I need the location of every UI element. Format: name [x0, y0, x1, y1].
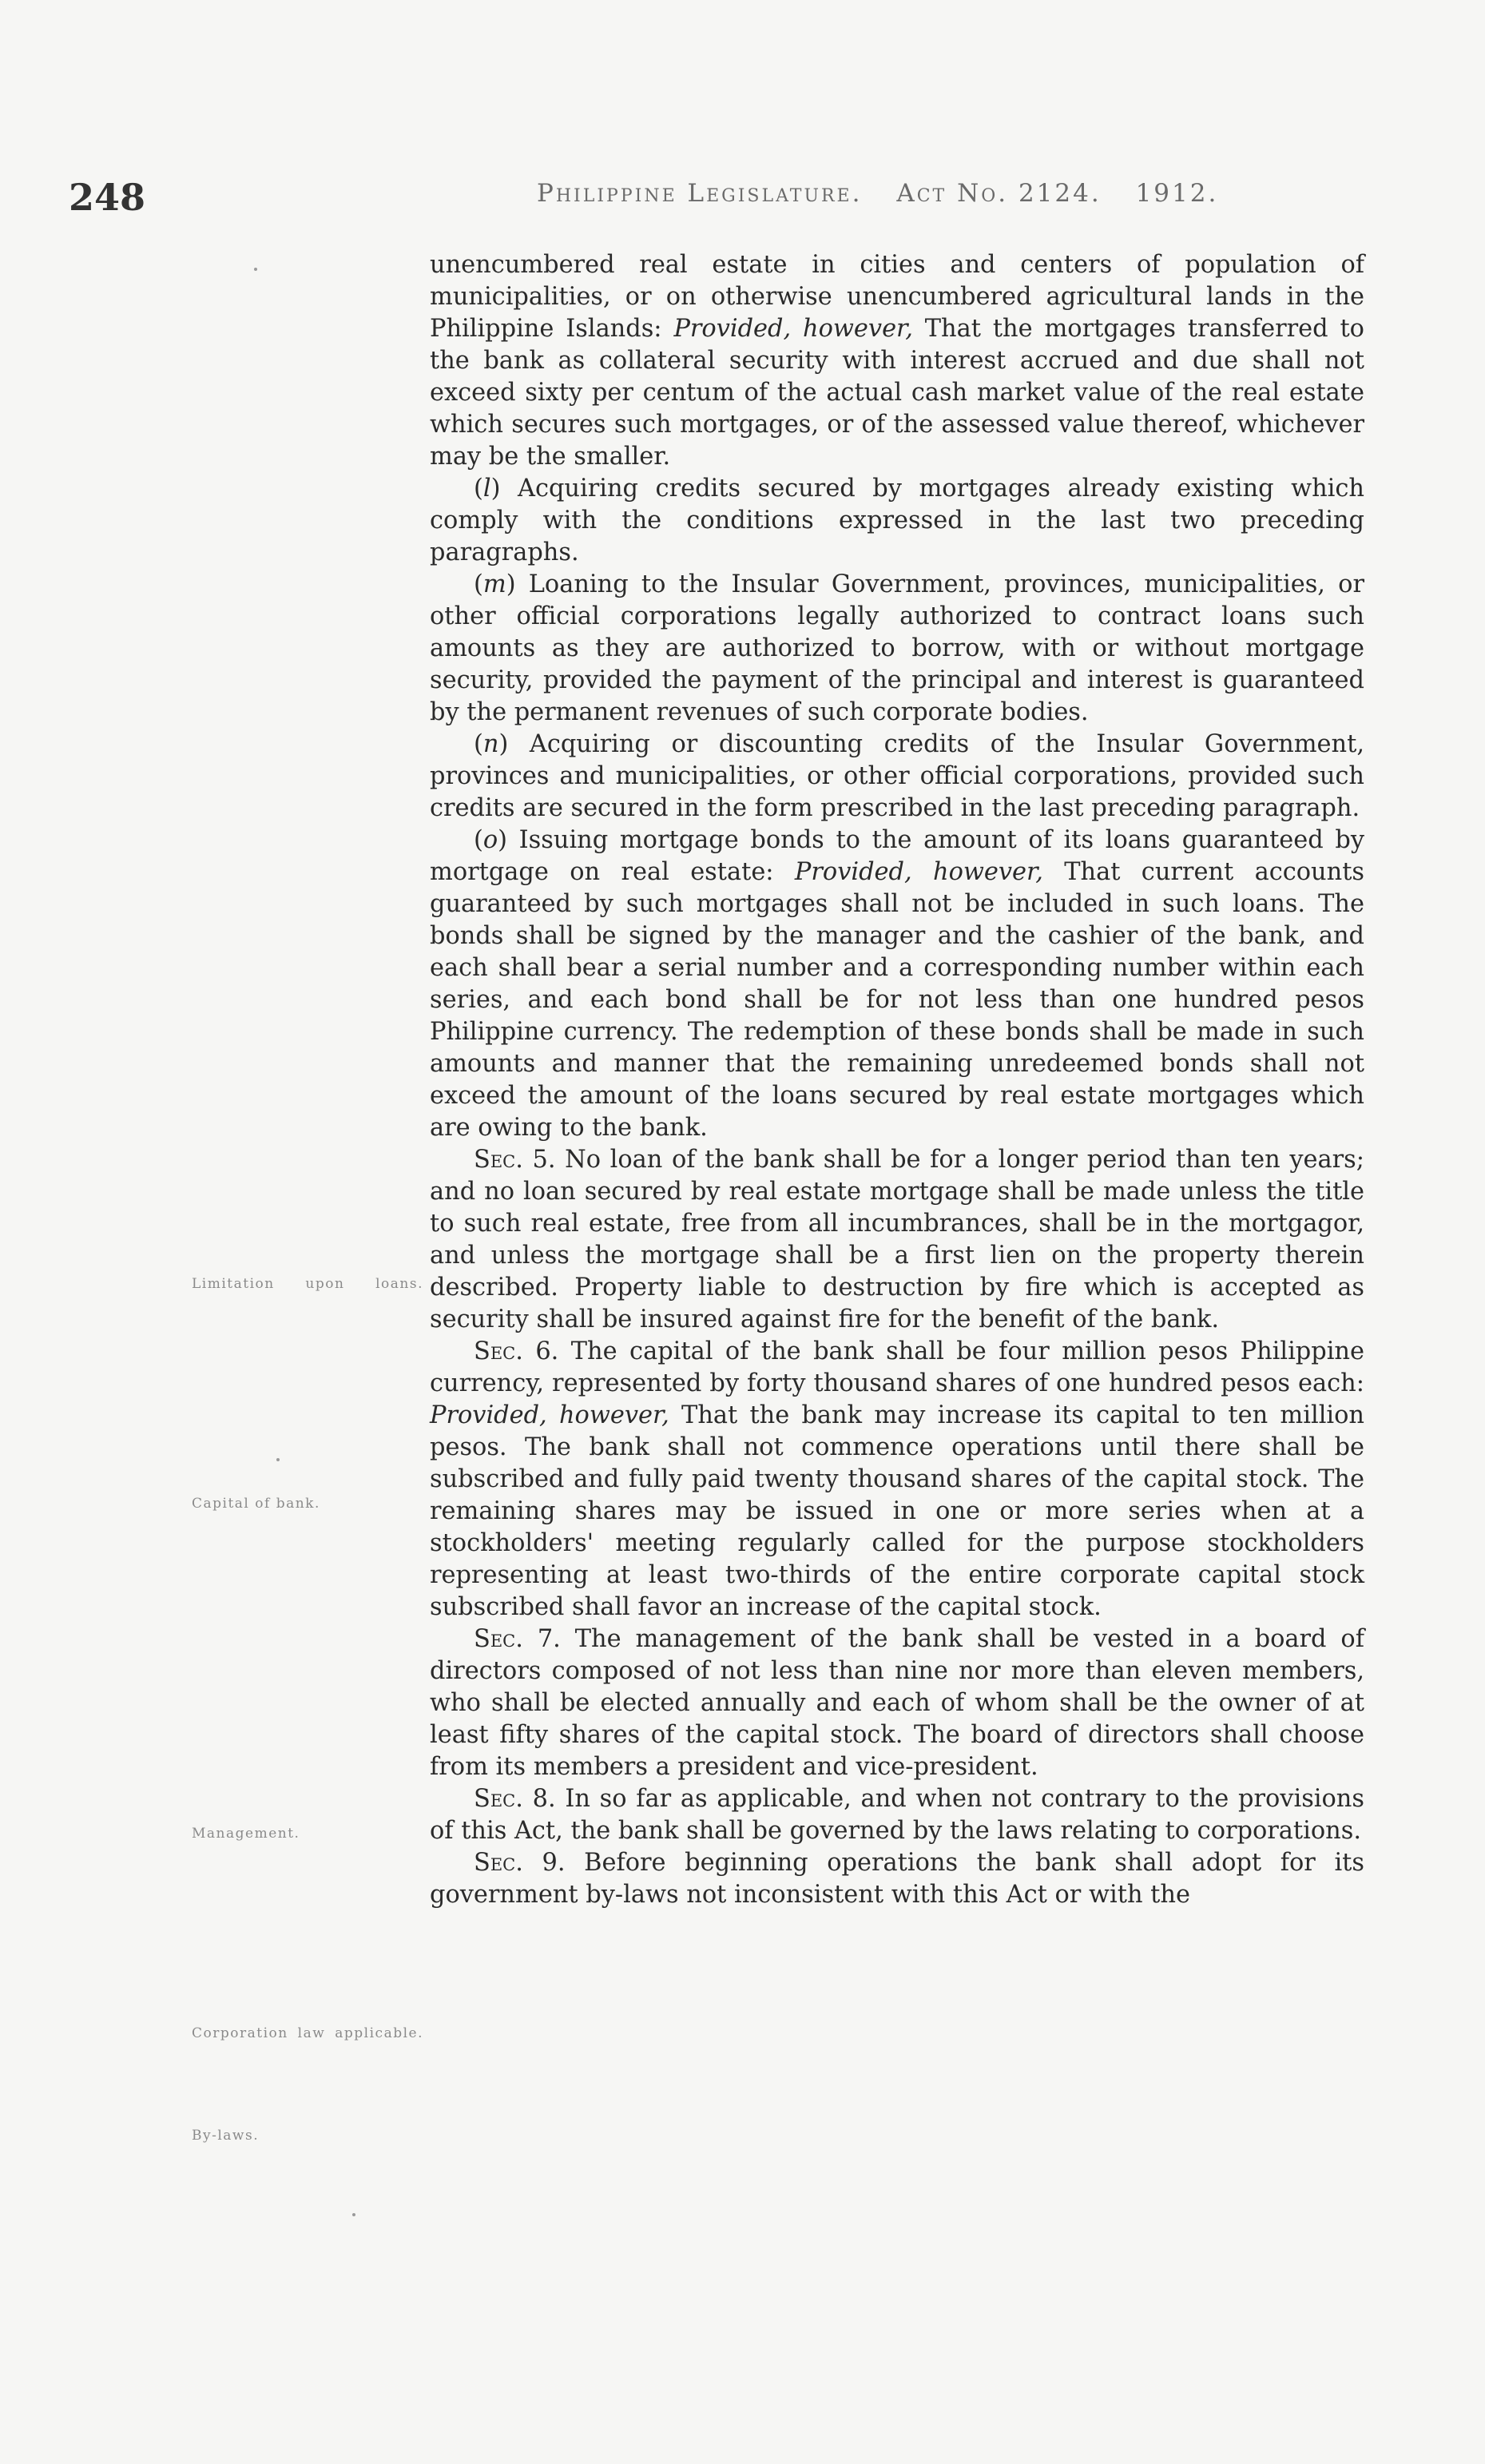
paragraph	[430, 1144, 1364, 1336]
text-run: In so far as applicable, and when not contrary to the provisions of this Act, the bank shall be governed by the laws relating to corporations.	[430, 1785, 1364, 1845]
text-run: No loan of the bank shall be for a longer period than ten years; and no loan secured by real estate mortgage shall be made unless the title to such real estate, free from all incumbrances, shall be in the mortgagor, and unless the mortgage shall be a first lien on the property therein described. Property liable to destruction by fire which is accepted as security shall be insured against fire for the benefit of the bank.	[430, 1146, 1364, 1333]
paragraph	[430, 729, 1364, 825]
italic-text: l	[482, 475, 491, 503]
italic-text: Provided, however,	[794, 858, 1043, 886]
text-run: Before beginning operations the bank shall adopt for its government by-laws not inconsistent with this Act or with the	[430, 1849, 1364, 1909]
text-run: The capital of the bank shall be four million pesos Philippine currency, represented by forty thousand shares of one hundred pesos each:	[430, 1337, 1364, 1397]
running-head-year: 1912.	[1135, 179, 1219, 208]
italic-text: Provided, however,	[430, 1401, 669, 1429]
paragraph	[430, 473, 1364, 569]
text-run: That the mortgages transferred to the bank as collateral security with interest accrued and due shall not exceed sixty per centum of the actual cash market value of the real estate which secures such mortgages, or of the assessed value thereof, whichever may be the smaller.	[430, 315, 1364, 471]
section-label: Sec. 6.	[474, 1337, 559, 1365]
italic-text: o	[482, 826, 498, 854]
text-run: ) Loaning to the Insular Government, provinces, municipalities, or other official corporations legally authorized to contract loans such amounts as they are authorized to borrow, with or without mortgage security, provided the payment of the principal and interest is guaranteed by the permanent revenues of such corporate bodies.	[430, 570, 1364, 726]
text-run: ) Issuing mortgage bonds to the amount of its loans guaranteed by mortgage on real estate:	[430, 826, 1364, 886]
text-run: ) Acquiring credits secured by mortgages already existing which comply with the conditions expressed in the last two preceding paragraphs.	[430, 475, 1364, 566]
paragraph	[430, 569, 1364, 729]
text-run: unencumbered real estate in cities and centers of population of municipalities, or on otherwise unencumbered agricultural lands in the Philippine Islands:	[430, 251, 1364, 343]
margin-note-limitation-upon-loans: Limitation upon loans.	[192, 1276, 423, 1292]
section-label: Sec. 7.	[474, 1625, 561, 1653]
italic-text: n	[482, 730, 499, 758]
text-run: (	[474, 475, 483, 503]
body-text	[430, 249, 1364, 1911]
italic-text: Provided, however,	[673, 315, 913, 343]
paper-speck	[254, 268, 257, 271]
text-run: That the bank may increase its capital to ten million pesos. The bank shall not commence operations until there shall be subscribed and fully paid twenty thousand shares of the capital stock. The remaining shares may be issued in one or more series when at a stockholders' meeting regularly called for the purpose stockholders representing at least two-thirds of the entire corporate capital stock subscribed shall favor an increase of the capital stock.	[430, 1401, 1365, 1621]
running-head-title: Philippine Legislature.	[537, 179, 863, 208]
section-label: Sec. 8.	[474, 1785, 556, 1813]
text-run: ) Acquiring or discounting credits of the Insular Government, provinces and municipalities, or other official corporations, provided such credits are secured in the form prescribed in the last preceding paragraph.	[430, 730, 1364, 822]
margin-note-management: Management.	[192, 1826, 300, 1842]
text-run: The management of the bank shall be vested in a board of directors composed of not less than nine nor more than eleven members, who shall be elected annually and each of whom shall be the owner of at least fifty shares of the capital stock. The board of directors shall choose from its members a president and vice-president.	[430, 1625, 1364, 1781]
text-run: That current accounts guaranteed by such mortgages shall not be included in such loans. The bonds shall be signed by the manager and the cashier of the bank, and each shall bear a serial number and a corresponding number within each series, and each bond shall be for not less than one hundred pesos Philippine currency. The redemption of these bonds shall be made in such amounts and manner that the remaining unredeemed bonds shall not exceed the amount of the loans secured by real estate mortgages which are owing to the bank.	[430, 858, 1365, 1142]
italic-text: m	[482, 570, 506, 598]
margin-note-capital-of-bank: Capital of bank.	[192, 1496, 320, 1512]
running-head-act: Act No. 2124.	[896, 179, 1102, 208]
paragraph	[430, 1336, 1364, 1623]
text-run: (	[474, 570, 483, 598]
paragraph	[430, 1783, 1364, 1847]
margin-note-corporation-law-applicable: Corporation law applicable.	[192, 2025, 423, 2041]
section-label: Sec. 5.	[474, 1146, 556, 1174]
paper-speck	[352, 2213, 355, 2216]
page-number: 248	[69, 176, 146, 219]
paragraph	[430, 249, 1364, 473]
text-run: (	[474, 826, 483, 854]
running-head	[537, 179, 1242, 208]
section-label: Sec. 9.	[474, 1849, 566, 1877]
paragraph	[430, 1847, 1364, 1911]
paper-speck	[276, 1458, 280, 1461]
paragraph	[430, 825, 1364, 1144]
paragraph	[430, 1623, 1364, 1783]
text-run: (	[474, 730, 483, 758]
margin-note-by-laws: By-laws.	[192, 2128, 260, 2144]
